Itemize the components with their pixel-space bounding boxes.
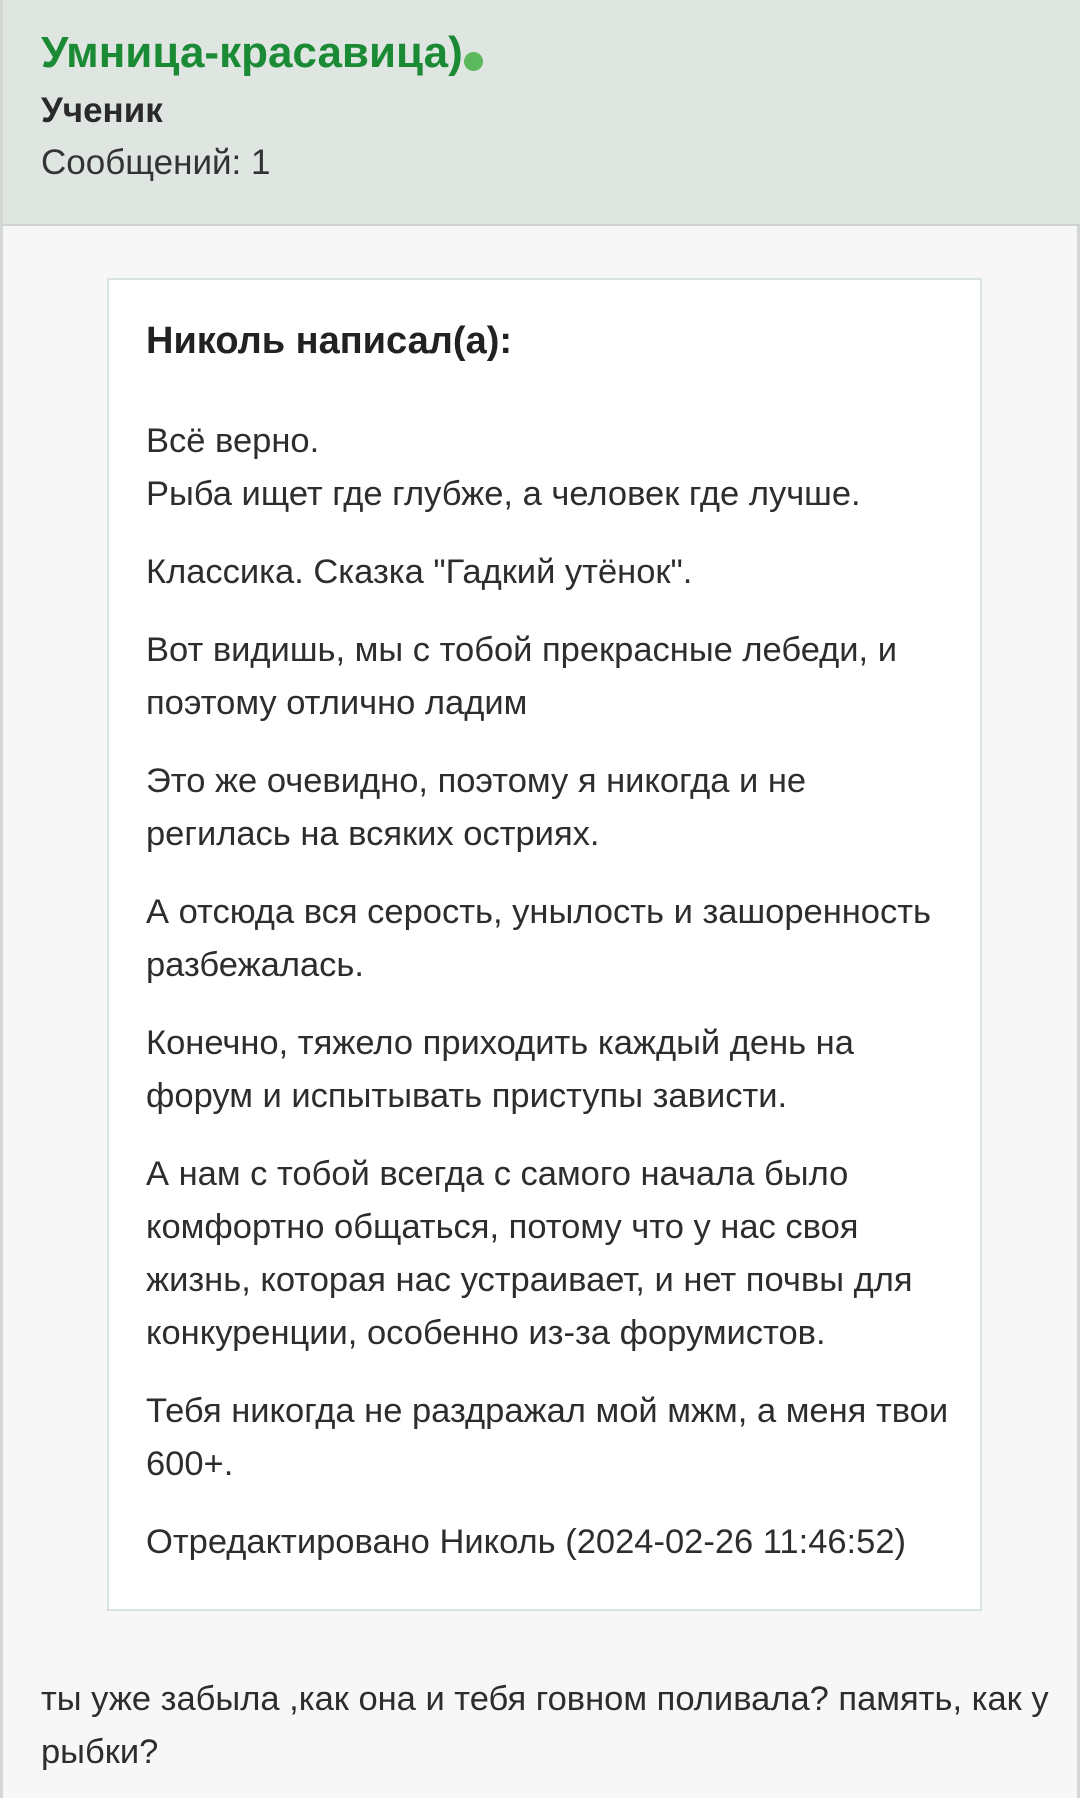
quote-paragraph: Конечно, тяжело приходить каждый день на форум и испытывать приступы зависти. [146,1024,854,1115]
author-username-link[interactable]: Умница-красавица) [41,28,463,77]
quote-author: Николь написал(а): [146,320,513,362]
post-reply-text: ты уже забыла ,как она и тебя говном поливала? память, как у рыбки? [41,1680,1049,1771]
author-rank: Ученик [41,91,163,130]
quote-paragraph: Вот видишь, мы с тобой прекрасные лебеди, и поэтому отлично ладим [146,631,897,722]
online-status-icon [464,52,483,71]
quote-body [146,415,956,1594]
quote-paragraph: Всё верно. Рыба ищет где глубже, а человек где лучше. [146,422,861,513]
quote-paragraph: А отсюда вся серость, унылость и зашоренность разбежалась. [146,893,932,984]
author-message-count: Сообщений: 1 [41,143,271,182]
quote-paragraph: Тебя никогда не раздражал мой мжм, а меня твои 600+. [146,1392,949,1483]
quote-paragraph: Классика. Сказка "Гадкий утёнок". [146,553,693,591]
quote-paragraph: А нам с тобой всегда с самого начала было комфортно общаться, потому что у нас своя жизнь, которая нас устраивает, и нет почвы для конкуренции, особенно из-за форумистов. [146,1155,913,1352]
quote-edited-note: Отредактировано Николь (2024-02-26 11:46:52) [146,1523,907,1561]
quote-block [107,278,982,1611]
post-author-header [3,0,1080,226]
quote-paragraph: Это же очевидно, поэтому я никогда и не регилась на всяких остриях. [146,762,807,853]
